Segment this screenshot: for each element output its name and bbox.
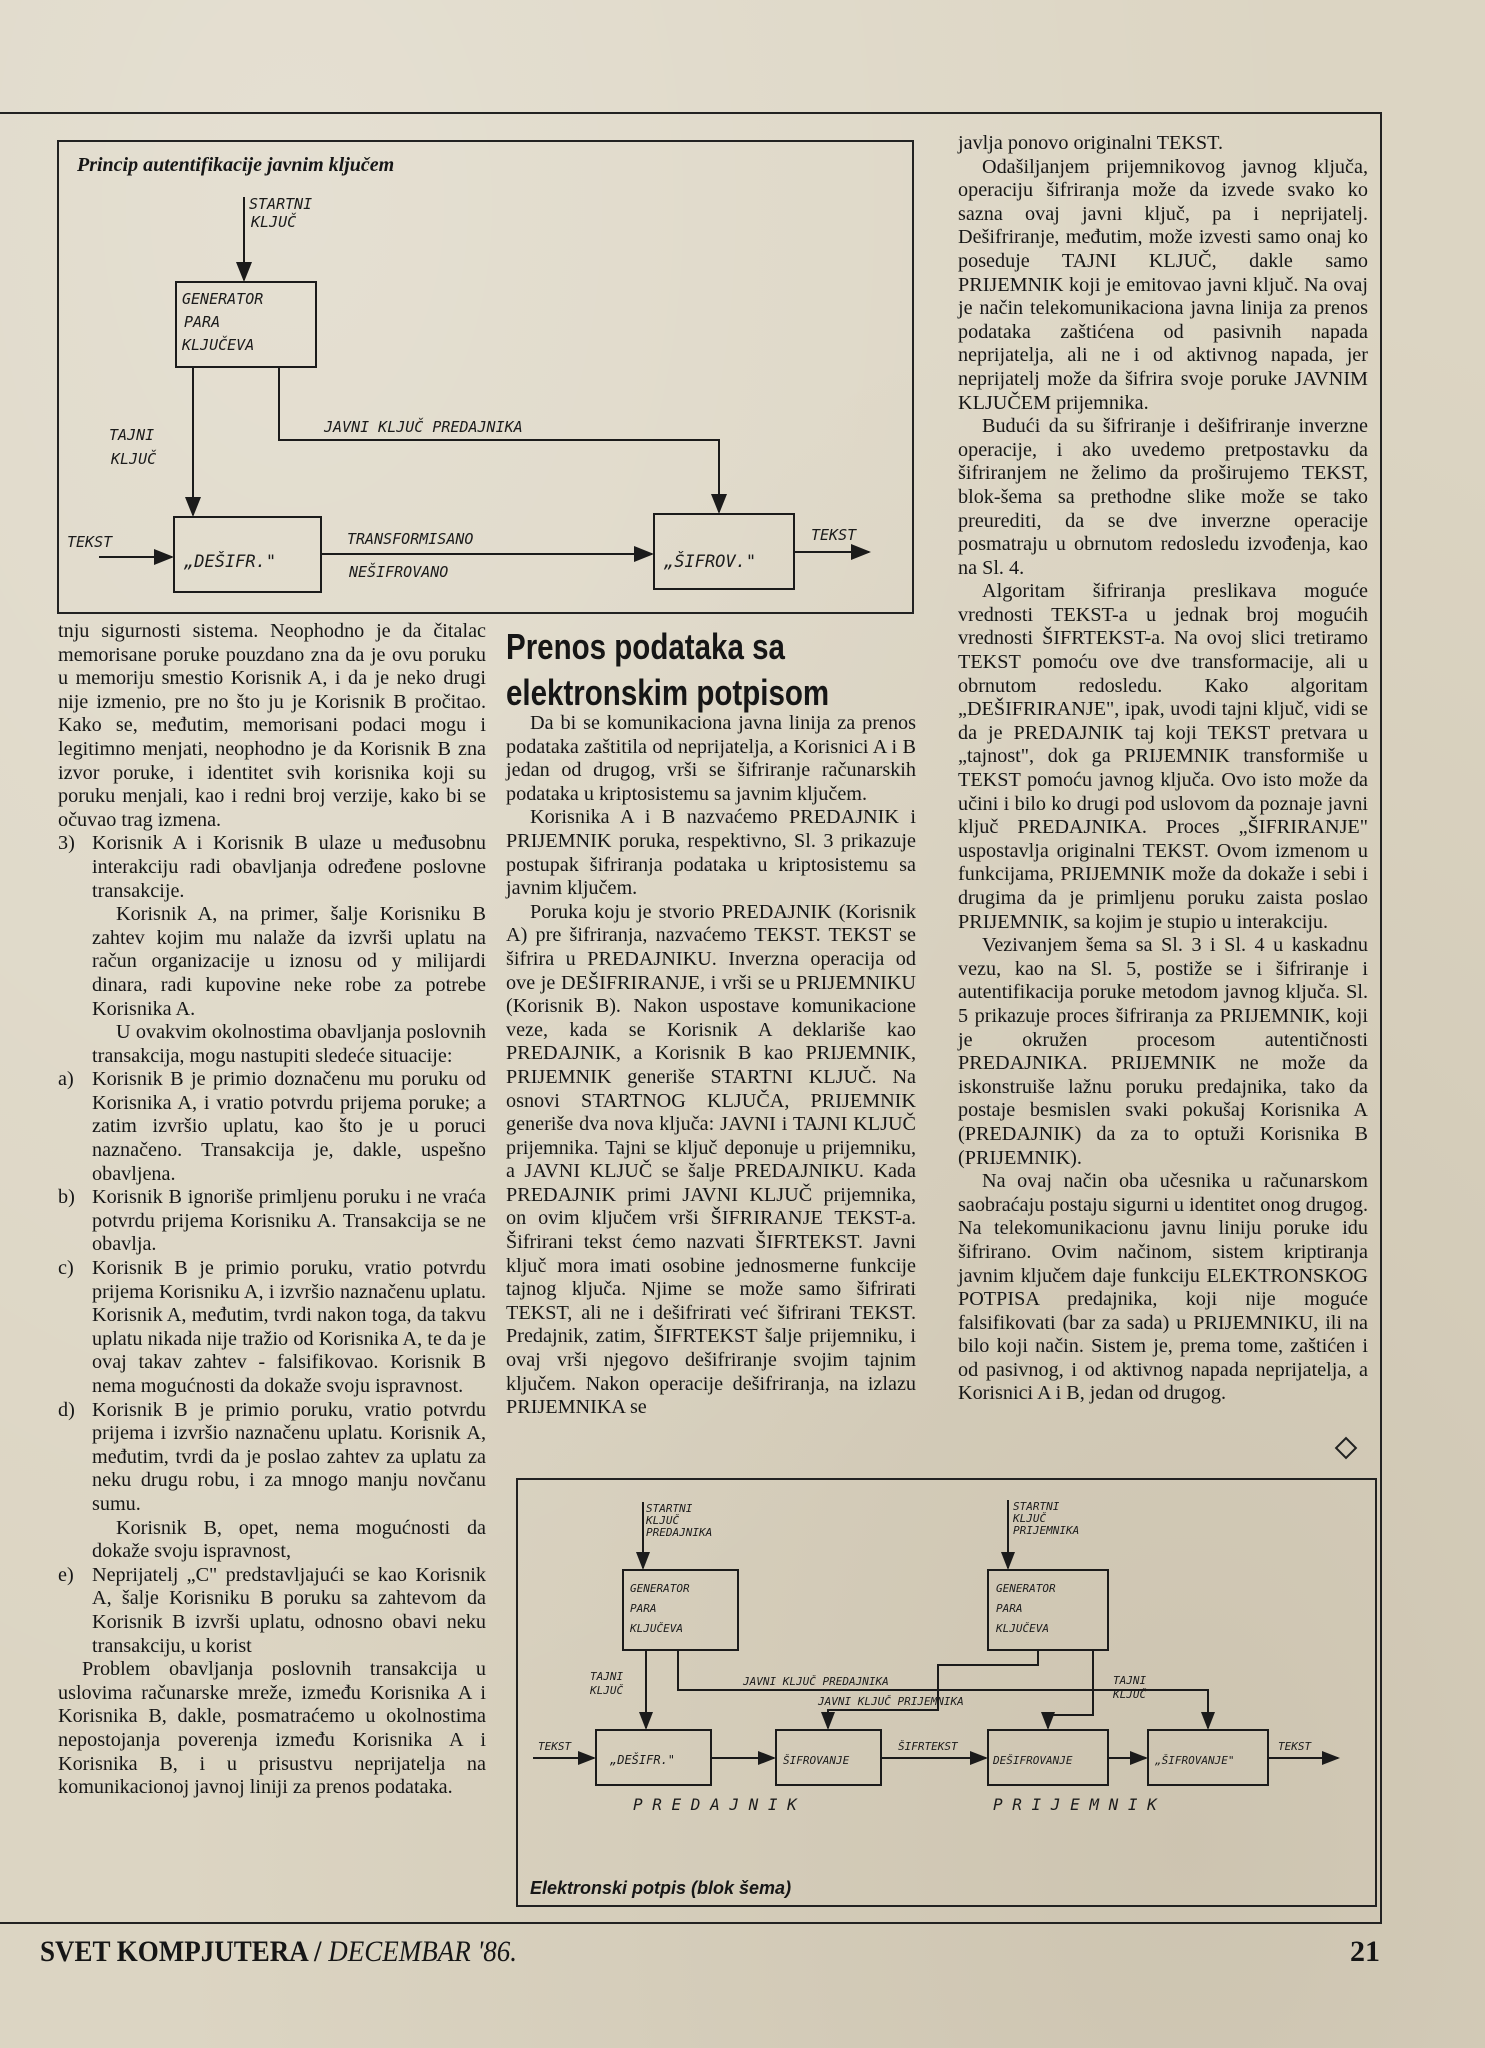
generator-r-label: GENERATOR — [996, 1582, 1056, 1595]
kljuc-prijemnik-label: KLJUČ — [1013, 1512, 1047, 1525]
tajni-label: TAJNI — [109, 426, 155, 444]
javni-kljuc-label: JAVNI KLJUČ PREDAJNIKA — [324, 418, 523, 436]
list-item — [58, 1399, 486, 1517]
para-label: PARA — [184, 313, 221, 331]
list-marker: e) — [58, 1563, 74, 1586]
para-r-label: PARA — [996, 1602, 1023, 1615]
page-number: 21 — [1350, 1935, 1380, 1968]
list-item — [58, 1564, 486, 1658]
startni-prijemnik-label: STARTNI — [1013, 1500, 1060, 1513]
nesifrovano-label: NEŠIFROVANO — [349, 563, 449, 581]
list-marker: a) — [58, 1068, 74, 1091]
predajnika-label: PREDAJNIKA — [646, 1526, 713, 1539]
page-frame-right — [1380, 112, 1382, 1922]
tajni-r-label: TAJNI — [1113, 1674, 1147, 1687]
list-marker: c) — [58, 1257, 74, 1280]
paragraph: javlja ponovo originalni TEKST. — [958, 132, 1224, 154]
list-text: Neprijatelj „C" predstavljajući se kao Korisnik A, šalje Korisniku B poruku sa zahtevom da Korisnik B izvrši uplatu, odnosno obavi neku transakciju, u korist — [92, 1563, 486, 1657]
tekst-output-label: TEKST — [811, 526, 857, 544]
figure-authentication-principle — [57, 140, 914, 614]
figure-title: Elektronski potpis (blok šema) — [530, 1878, 792, 1898]
paragraph: Korisnik B, opet, nema mogućnosti da dokaže svoju ispravnost, — [92, 1516, 486, 1563]
kljuceva-label: KLJUČEVA — [182, 336, 255, 354]
list-text: Korisnik B je primio poruku, vratio potvrdu prijema i izvršio naznačenu uplatu. Korisnik A, međutim, tvrdi da je poslao zahtev za uplatu za neku drugu robu, i za mnogo manju novčanu sumu. — [92, 1398, 486, 1515]
list-text: Korisnik B je primio poruku, vratio potvrdu prijema Korisniku A, i izvršio naznačenu uplatu. Korisnik A, međutim, tvrdi nakon toga, da takvu uplatu nikada nije tražio od Korisnika A, te da je ovaj takav zahtev - falsifikovao. Korisnik B nema mogućnosti da dokaže svoju ispravnost. — [92, 1257, 486, 1397]
list-marker: b) — [58, 1186, 75, 1209]
kljuceva-l-label: KLJUČEVA — [630, 1622, 683, 1635]
paragraph: Problem obavljanja poslovnih transakcija u uslovima računarske mreže, između Korisnika A i Korisnika B, dakle, posmatraćemo u okolnostima nepostojanja poverenja između Korisnika A i Korisnika B, i u prisustvu neprijatelja na komunikacionoj javnoj liniji za prenos podataka. — [58, 1658, 486, 1799]
para-l-label: PARA — [630, 1602, 657, 1615]
page-frame-bottom — [0, 1922, 1382, 1924]
authentication-block-diagram — [59, 142, 912, 612]
magazine-name: SVET KOMPJUTERA / — [40, 1935, 322, 1968]
paragraph: Odašiljanjem prijemnikovog javnog ključa, operaciju šifriranja može da izvede svako ko sazna ovaj javni ključ, pa i neprijatelj. Dešifriranje, međutim, može izvesti samo onaj ko poseduje TAJNI KLJUČ, dakle samo PRIJEMNIK koji je emitovao javni ključ. Na ovaj je način telekomunikaciona javna linija za prenos podataka zaštićena od pasivnih napada neprijatelja, ali ne i od aktivnog napada, jer neprijatelj može da šifrira svoje poruke JAVNIM KLJUČEM prijemnika. — [958, 155, 1368, 414]
tajni-kljuc-l-label: KLJUČ — [590, 1684, 624, 1697]
paragraph: Da bi se komunikaciona javna linija za prenos podataka zaštitila od neprijatelja, a Korisnici A i B jedan od drugog, vrši se šifriranje računarskih podataka u kriptosistemu sa javnim ključem. — [506, 712, 916, 805]
kljuc-label: KLJUČ — [251, 213, 297, 231]
page-footer — [40, 1935, 517, 1969]
predajnik-label: P R E D A J N I K — [633, 1795, 797, 1814]
sifrovanje-quoted-label: „ŠIFROVANJE" — [1155, 1754, 1235, 1767]
list-marker: 3) — [58, 832, 75, 855]
javni-prijemnika-label: JAVNI KLJUČ PRIJEMNIKA — [818, 1695, 964, 1708]
figure-electronic-signature — [516, 1478, 1377, 1907]
figure-title: Princip autentifikacije javnim ključem — [77, 154, 395, 176]
paragraph: Vezivanjem šema sa Sl. 3 i Sl. 4 u kaskadnu vezu, kao na Sl. 5, postiže se i šifriranje i autentifikacija poruke metodom javnog ključa. Sl. 5 prikazuje proces šifriranja za PRIJEMNIK, koji je okružen procesom autentičnosti PREDAJNIKA. PRIJEMNIK ne može da iskonstruiše lažnu poruku predajnika, tako da postaje besmislen svaki pokušaj Korisnika A (PREDAJNIK) da za to optuži Korisnika B (PRIJEMNIK). — [958, 934, 1368, 1169]
list-item — [58, 832, 486, 903]
page-frame-top — [0, 112, 1382, 114]
startni-label: STARTNI — [249, 195, 313, 213]
paragraph: Poruka koju je stvorio PREDAJNIK (Korisnik A) pre šifriranja, nazvaćemo TEKST. TEKST se šifrira u PREDAJNIKU. Inverzna operacija od ove je DEŠIFRIRANJE, i vrši se u PRIJEMNIKU (Korisnik B). Nakon uspostave komunikacione veze, kada se Korisnik A deklariše kao PREDAJNIK, a Korisnik B kao PRIJEMNIK, PRIJEMNIK generiše STARTNI KLJUČ. Na osnovi STARTNOG KLJUČA, PRIJEMNIK generiše dva nova ključa: JAVNI i TAJNI KLJUČ prijemnika. Tajni se ključ deponuje u prijemniku, a JAVNI KLJUČ se šalje PREDAJNIKU. Kada PREDAJNIK primi JAVNI KLJUČ prijemnika, on ovim ključem vrši ŠIFRIRANJE TEKST-a. Šifrirani tekst ćemo nazvati ŠIFRTEKST. Javni ključ mora imati osobine jednosmerne funkcije tajnog ključa. Njime se može samo šifrirati TEKST, ali ne i dešifrirati već šifrirani TEKST. Predajnik, zatim, ŠIFRTEKST šalje prijemniku, i ovaj vrši njegovo dešifriranje svojim tajnim ključem. Nakon operacije dešifriranja, na izlazu PRIJEMNIKA se — [506, 900, 916, 1419]
list-marker: d) — [58, 1398, 75, 1421]
paragraph: Na ovaj način oba učesnika u računarskom saobraćaju postaju sigurni u identitet onog drugog. Na telekomunikacionu javnu liniju poruke idu šifrirano. Ovim načinom, sistem kriptiranja javnim ključem daje funkciju ELEKTRONSKOG POTPISA predajnika, koji nije moguće falsifikovati (bar za sada) u PRIJEMNIKU, ili na bilo koji način. Sistem je, prema tome, zaštićen i od pasivnog, i od aktivnog napada neprijatelja, a Korisnici A i B, jedan od drugog. — [958, 1170, 1368, 1405]
tajni-kljuc-r-label: KLJUČ — [1113, 1688, 1147, 1701]
electronic-signature-block-diagram — [518, 1480, 1375, 1905]
desifr-label: „DEŠIFR." — [610, 1753, 676, 1767]
tekst-in-label: TEKST — [538, 1740, 572, 1753]
paragraph: U ovakvim okolnostima obavljanja poslovnih transakcija, mogu nastupiti sledeće situacije: — [92, 1021, 486, 1067]
javni-predajnika-label: JAVNI KLJUČ PREDAJNIKA — [743, 1675, 889, 1688]
paragraph: Algoritam šifriranja preslikava moguće vrednosti TEKST-a u jednak broj mogućih vrednosti ŠIFRTEKST-a. Na ovoj slici tretiramo TEKST pomoću ove dve transformacije, ali u obrnutom redosledu. Kako algoritam „DEŠIFRIRANJE", ipak, uvodi tajni ključ, vidi se da je PREDAJNIK taj koji TEKST pretvara u „tajnost", dok ga PRIJEMNIK transformiše u TEKST pomoću javnog ključa. Ovo isto može da učini i bilo ko drugi pod uslovom da poznaje javni ključ PREDAJNIKA. Proces „ŠIFRIRANJE" uspostavlja originalni TEKST. Ovom izmenom u funkcijama, PRIJEMNIK može da dokaže i sebi i drugima da je primljenu poruku zaista poslao PRIJEMNIK, sa kojim je stupio u interakciju. — [958, 580, 1368, 933]
desifr-label: „DEŠIFR." — [184, 552, 277, 572]
kljuc-predajnik-label: KLJUČ — [646, 1514, 680, 1527]
sifrovanje-label: ŠIFROVANJE — [783, 1754, 850, 1767]
paragraph: tnju sigurnosti sistema. Neophodno je da čitalac memorisane poruke pouzdano zna da je ovu poruku u memoriju smestio Korisnik A, i da je neko drugi nije izmenio, pre no što ju je Korisnik B pročitao. Kako se, međutim, memorisani podaci mogu i legitimno menjati, neophodno je da Korisnik B zna izvor poruke, i identitet svih korisnika koji su poruku menjali, kao i redni broj verzije, kako bi se očuvao trag izmena. — [58, 620, 486, 831]
issue-date: DECEMBAR '86. — [328, 1935, 518, 1968]
kljuceva-r-label: KLJUČEVA — [996, 1622, 1049, 1635]
list-item — [58, 1257, 486, 1399]
list-item — [58, 1186, 486, 1257]
paragraph: Budući da su šifriranje i dešifriranje inverzne operacije, i ako uvedemo pretpostavku da šifriranjem ne želimo da proširujemo TEKST, blok-šema sa prethodne slike može se tako preurediti, da se dve inverzne operacije posmatraju u obrnutom redosledu izvođenja, kao na Sl. 4. — [958, 415, 1368, 579]
text-column-1 — [58, 620, 486, 1800]
text-column-2 — [506, 712, 916, 1420]
tajni-kljuc-label: KLJUČ — [111, 450, 157, 468]
sifrtekst-label: ŠIFRTEKST — [898, 1740, 958, 1753]
list-item — [58, 1068, 486, 1186]
startni-predajnik-label: STARTNI — [646, 1502, 693, 1515]
prijemnik-label: P R I J E M N I K — [993, 1795, 1157, 1814]
text-column-3 — [958, 132, 1368, 1406]
article-title: Prenos podataka sa elektronskim potpisom — [506, 626, 830, 713]
paragraph: Korisnik A, na primer, šalje Korisniku B zahtev kojim mu nalaže da izvrši uplatu na račun organizacije u iznosu od y milijardi dinara, radi kupovine neke robe za potrebe Korisnika A. — [92, 903, 486, 1020]
generator-label: GENERATOR — [182, 290, 264, 308]
generator-l-label: GENERATOR — [630, 1582, 690, 1595]
list-text: Korisnik B ignoriše primljenu poruku i ne vraća potvrdu prijema Korisniku A. Transakcija se ne obavlja. — [92, 1186, 486, 1256]
list-text: Korisnik B je primio doznačenu mu poruku od Korisnika A, i vratio potvrdu prijema poruke; a zatim izvršio uplatu, kao što je u poruci naznačeno. Transakcija je, dakle, uspešno obavljena. — [92, 1068, 486, 1185]
tajni-l-label: TAJNI — [590, 1670, 624, 1683]
tekst-input-label: TEKST — [67, 533, 113, 551]
desifrovanje-label: DEŠIFROVANJE — [993, 1754, 1073, 1767]
tekst-out-label: TEKST — [1278, 1740, 1312, 1753]
prijemnika-label: PRIJEMNIKA — [1013, 1524, 1080, 1537]
list-text: Korisnik A i Korisnik B ulaze u međusobnu interakciju radi obavljanja određene poslovne transakcije. — [92, 832, 486, 902]
transformisano-label: TRANSFORMISANO — [347, 530, 474, 548]
paragraph: Korisnika A i B nazvaćemo PREDAJNIK i PRIJEMNIK poruka, respektivno, Sl. 3 prikazuje postupak šifriranja podataka u kriptosistemu sa javnim ključem. — [506, 806, 916, 900]
sifrov-label: „ŠIFROV." — [664, 552, 757, 572]
